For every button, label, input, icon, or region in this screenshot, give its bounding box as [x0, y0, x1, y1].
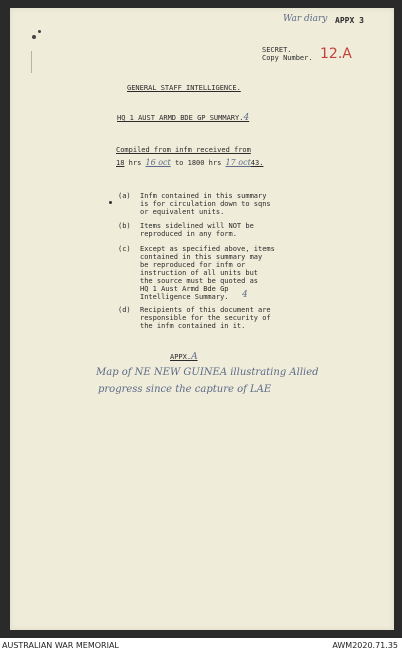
compiled-hand-date-1: 16 oct — [145, 158, 171, 167]
item-a-text: Infm contained in this summary is for circulation down to sqns or equivalent units. — [140, 192, 271, 216]
footer-institution: AUSTRALIAN WAR MEMORIAL — [2, 641, 119, 650]
secret-label: SECRET. — [262, 46, 292, 54]
item-b-label: (b) — [118, 222, 131, 230]
punch-hole — [38, 30, 41, 33]
archive-footer — [0, 640, 402, 653]
item-d-text: Recipients of this document are responsible for the security of the infm contained in it. — [140, 306, 271, 330]
appendix-tag: APPX 3 — [335, 16, 364, 25]
item-d-label: (d) — [118, 306, 131, 314]
bullet-dot — [109, 201, 112, 204]
compiled-line-2: 18 hrs 16 oct to 1800 hrs 17 oct43. — [116, 158, 264, 167]
item-c-label: (c) — [118, 245, 131, 253]
copy-number-value: 12.A — [320, 46, 352, 62]
copy-number-label: Copy Number. — [262, 54, 313, 62]
compiled-line-1: Compiled from infm received from — [116, 146, 251, 154]
map-note-line-2: progress since the capture of LAE — [98, 384, 272, 395]
item-c-hand-number: 4 — [242, 290, 248, 300]
crease-mark — [31, 51, 32, 73]
item-a-label: (a) — [118, 192, 131, 200]
summary-title: HQ 1 AUST ARMD BDE GP SUMMARY.4 — [117, 113, 250, 123]
footer-accession-number: AWM2020.71.35 — [332, 641, 398, 650]
summary-number: 4 — [243, 113, 250, 123]
heading-gsi: GENERAL STAFF INTELLIGENCE. — [127, 84, 241, 92]
war-diary-annotation: War diary — [283, 14, 328, 24]
document-page — [10, 8, 394, 630]
punch-hole — [32, 35, 36, 39]
appx-label: APPX.A — [170, 352, 198, 362]
map-note-line-1: Map of NE NEW GUINEA illustrating Allied — [96, 367, 319, 378]
compiled-hand-date-2: 17 oct — [225, 158, 251, 167]
item-c-text: Except as specified above, items contained in this summary may be reproduced for infm or instruction of all units but the source must be quoted as HQ 1 Aust Armd Bde Gp Intelligence Summary. — [140, 245, 275, 301]
item-b-text: Items sidelined will NOT be reproduced in any form. — [140, 222, 254, 238]
appx-letter: A — [191, 352, 198, 362]
